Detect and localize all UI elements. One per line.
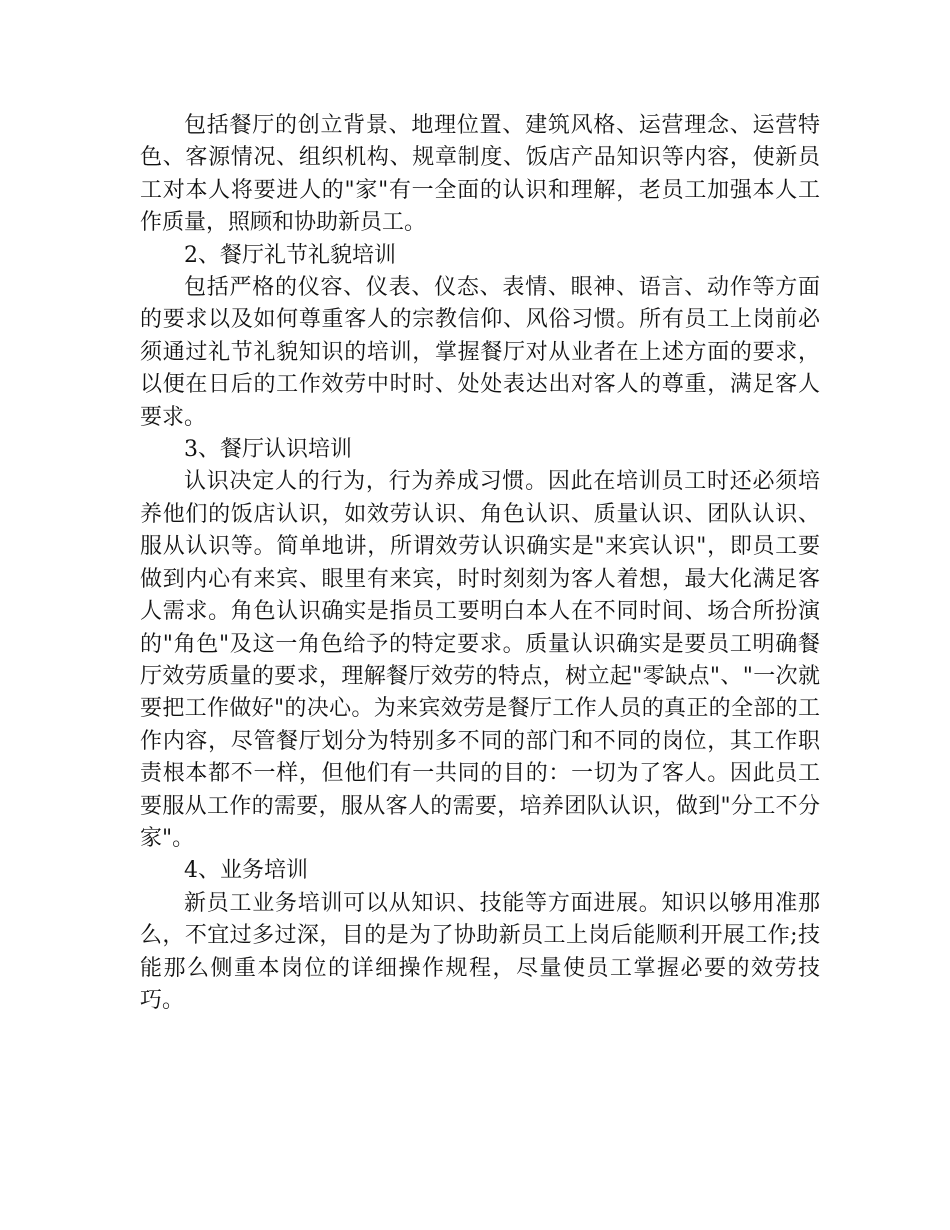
paragraph-hotel-intro: 包括餐厅的创立背景、地理位置、建筑风格、运营理念、运营特色、客源情况、组织机构、规章制度、饭店产品知识等内容，使新员工对本人将要进人的"家"有一全面的认识和理解，老员工加强本人工作质量，照顾和协助新员工。	[140, 113, 820, 236]
paragraph-business-training: 新员工业务培训可以从知识、技能等方面进展。知识以够用准那么，不宜过多过深，目的是为了协助新员工上岗后能顺利开展工作;技能那么侧重本岗位的详细操作规程，尽量使员工掌握必要的效劳技巧。	[140, 890, 820, 1013]
heading-awareness-training: 3、餐厅认识培训	[184, 437, 352, 463]
paragraph-awareness-training: 认识决定人的行为，行为养成习惯。因此在培训员工时还必须培养他们的饭店认识，如效劳认识、角色认识、质量认识、团队认识、服从认识等。简单地讲，所谓效劳认识确实是"来宾认识"，即员工要做到内心有来宾、眼里有来宾，时时刻刻为客人着想，最大化满足客人需求。角色认识确实是指员工要明白本人在不同时间、场合所扮演的"角色"及这一角色给予的特定要求。质量认识确实是要员工明确餐厅效劳质量的要求，理解餐厅效劳的特点，树立起"零缺点"、"一次就要把工作做好"的决心。为来宾效劳是餐厅工作人员的真正的全部的工作内容，尽管餐厅划分为特别多不同的部门和不同的岗位，其工作职责根本都不一样，但他们有一共同的目的：一切为了客人。因此员工要服从工作的需要，服从客人的需要，培养团队认识，做到"分工不分家"。	[140, 469, 820, 851]
document-body	[140, 110, 820, 1017]
paragraph-etiquette-training: 包括严格的仪容、仪表、仪态、表情、眼神、语言、动作等方面的要求以及如何尊重客人的宗教信仰、风俗习惯。所有员工上岗前必须通过礼节礼貌知识的培训，掌握餐厅对从业者在上述方面的要求，以便在日后的工作效劳中时时、处处表达出对客人的尊重，满足客人要求。	[140, 275, 820, 430]
heading-etiquette-training: 2、餐厅礼节礼貌培训	[184, 242, 396, 268]
heading-business-training: 4、业务培训	[184, 858, 308, 884]
